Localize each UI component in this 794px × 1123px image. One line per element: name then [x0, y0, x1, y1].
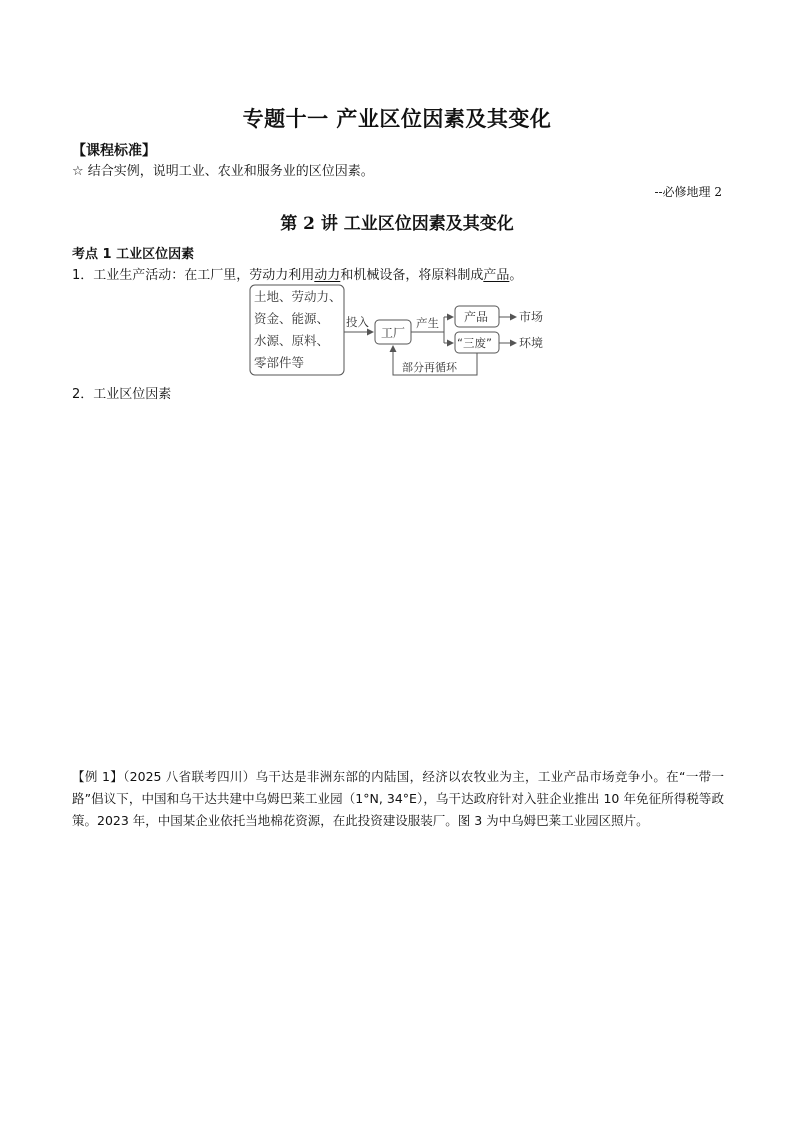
- input-line-3: 水源、原料、: [254, 333, 330, 348]
- course-standard-text: ☆ 结合实例，说明工业、农业和服务业的区位因素。: [72, 164, 374, 179]
- item-1: [72, 264, 522, 283]
- industrial-production-diagram: [248, 283, 558, 379]
- waste-label: “三废”: [457, 336, 492, 350]
- item-1-mid: 和机械设备，将原料制成: [340, 268, 484, 283]
- factory-label: 工厂: [381, 326, 406, 340]
- course-standard-heading: 【课程标准】: [72, 143, 156, 159]
- input-line-2: 资金、能源、: [254, 311, 330, 326]
- market-label: 市场: [519, 310, 544, 324]
- product-label: 产品: [464, 310, 489, 324]
- output-arrow-label: 产生: [416, 316, 439, 330]
- item-1-end: 。: [509, 268, 523, 283]
- environment-label: 环境: [519, 336, 544, 350]
- item-1-lead: 工业生产活动：在工厂里，劳动力利用: [93, 268, 315, 283]
- lesson-title: 第 2 讲 工业区位因素及其变化: [280, 214, 514, 234]
- example-1: 【例 1】（2025 八省联考四川）乌干达是非洲东部的内陆国，经济以农牧业为主，工业产品市场竞争小。在“一带一路”倡议下，中国和乌干达共建中乌姆巴莱工业园（1°N, 34°E），乌干达政府针对入驻企业推出 10 年免征所得税等政策。2023 年，中国某企业依托当地棉花资源，在此投资建设服装厂。图 3 为中乌姆巴莱工业园区照片。: [72, 769, 724, 828]
- item-1-underline-2: 产品: [483, 268, 510, 283]
- recycle-label: 部分再循环: [402, 361, 457, 374]
- input-line-4: 零部件等: [254, 355, 305, 370]
- item-2: 2．工业区位因素: [72, 387, 172, 402]
- item-1-underline-1: 动力: [314, 268, 341, 283]
- keypoint-title: 考点 1 工业区位因素: [72, 247, 195, 262]
- input-line-1: 土地、劳动力、: [254, 289, 342, 304]
- course-standard-source: --必修地理 2: [654, 185, 722, 199]
- page-title: 专题十一 产业区位因素及其变化: [242, 107, 552, 131]
- item-1-number: 1．: [72, 268, 94, 283]
- input-arrow-label: 投入: [346, 315, 369, 329]
